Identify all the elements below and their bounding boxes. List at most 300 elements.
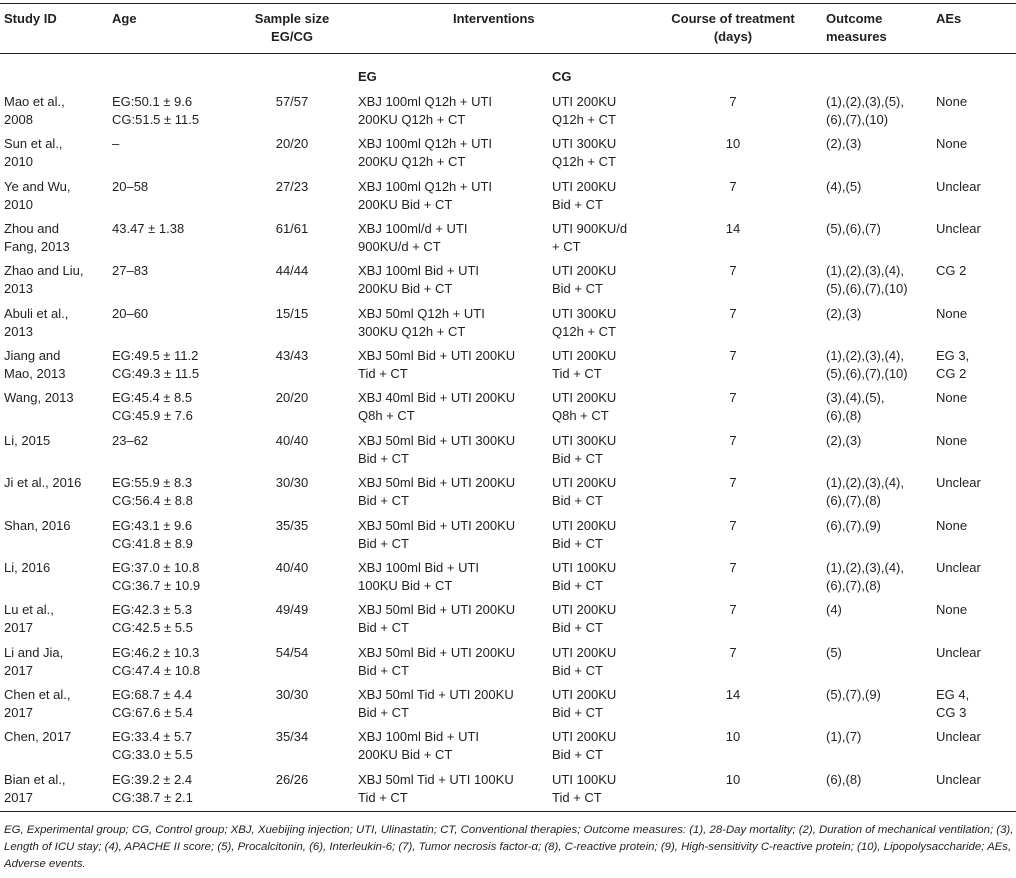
cell-study-line: 2008 xyxy=(4,112,33,127)
cell-outcome-line: (6),(7),(8) xyxy=(826,493,881,508)
cell-age-line: 23–62 xyxy=(112,433,149,448)
header-sample-size-line1: Sample size xyxy=(254,11,330,26)
cell-eg-line: 900KU/d + CT xyxy=(358,239,441,254)
cell-outcome-line: (6),(8) xyxy=(826,408,862,423)
cell-age-line: EG:46.2 ± 10.3 xyxy=(112,645,200,660)
cell-study-line: 2017 xyxy=(4,663,33,678)
cell-course: 7 xyxy=(729,433,737,448)
cell-cg-line: UTI 200KU xyxy=(552,602,617,617)
cell-aes xyxy=(936,728,1014,746)
cell-course: 7 xyxy=(729,263,737,278)
cell-aes-line: None xyxy=(936,433,968,448)
cell-outcome xyxy=(826,559,934,595)
cell-study-line: 2017 xyxy=(4,790,33,805)
cell-outcome xyxy=(826,93,934,129)
cell-study-line: Jiang and xyxy=(4,348,61,363)
cell-cg-line: Bid + CT xyxy=(552,281,603,296)
cell-study xyxy=(4,347,104,383)
cell-aes xyxy=(936,601,1014,619)
cell-course: 14 xyxy=(725,687,741,702)
cell-age xyxy=(112,432,232,450)
cell-study xyxy=(4,432,104,450)
header-course-line2: (days) xyxy=(713,29,753,44)
cell-eg-line: XBJ 50ml Bid + UTI 300KU xyxy=(358,433,516,448)
cell-cg-line: Bid + CT xyxy=(552,747,603,762)
subheader-cg: CG xyxy=(552,69,572,84)
cell-aes xyxy=(936,389,1014,407)
cell-eg xyxy=(358,474,548,510)
cell-cg-line: Bid + CT xyxy=(552,663,603,678)
cell-study xyxy=(4,474,104,492)
cell-cg-line: UTI 200KU xyxy=(552,348,617,363)
cell-outcome xyxy=(826,305,934,323)
cell-age-line: 20–60 xyxy=(112,306,149,321)
cell-aes xyxy=(936,305,1014,323)
table-top-rule xyxy=(0,3,1016,4)
cell-sample: 26/26 xyxy=(275,772,309,787)
cell-study-line: Mao, 2013 xyxy=(4,366,66,381)
cell-eg-line: XBJ 100ml Q12h + UTI xyxy=(358,179,493,194)
cell-course: 7 xyxy=(729,348,737,363)
cell-eg-line: 200KU Q12h + CT xyxy=(358,154,466,169)
cell-cg xyxy=(552,178,660,214)
cell-eg-line: Bid + CT xyxy=(358,536,409,551)
cell-course: 7 xyxy=(729,602,737,617)
cell-aes xyxy=(936,686,1014,722)
cell-age xyxy=(112,220,232,238)
cell-outcome-line: (4) xyxy=(826,602,842,617)
cell-outcome-line: (5),(6),(7),(10) xyxy=(826,366,908,381)
header-course-line1: Course of treatment xyxy=(671,11,795,26)
cell-cg xyxy=(552,220,660,256)
cell-course: 10 xyxy=(725,136,741,151)
cell-course: 10 xyxy=(725,729,741,744)
header-course xyxy=(660,10,806,46)
cell-aes-line: EG 4, xyxy=(936,687,970,702)
cell-cg-line: Bid + CT xyxy=(552,705,603,720)
cell-age-line: EG:55.9 ± 8.3 xyxy=(112,475,193,490)
cell-outcome-line: (2),(3) xyxy=(826,306,862,321)
cell-study xyxy=(4,601,104,637)
cell-age-line: EG:45.4 ± 8.5 xyxy=(112,390,193,405)
cell-cg-line: UTI 200KU xyxy=(552,179,617,194)
cell-sample: 30/30 xyxy=(275,687,309,702)
cell-eg-line: Bid + CT xyxy=(358,493,409,508)
cell-aes xyxy=(936,517,1014,535)
cell-age-line: CG:45.9 ± 7.6 xyxy=(112,408,193,423)
cell-eg xyxy=(358,347,548,383)
cell-study-line: Ji et al., 2016 xyxy=(4,475,82,490)
cell-study-line: Chen, 2017 xyxy=(4,729,72,744)
table-footnote: EG, Experimental group; CG, Control group; XBJ, Xuebijing injection; UTI, Ulinastatin; CT, Conventional therapies; Outcome measures: (1), 28-Day mortality; (2), Duration of mechanical ventilation; (3), Length of ICU stay; (4), APACHE II score; (5), Procalcitonin, (6), Interleukin-6; (7), Tumor necrosis factor-α; (8), C-reactive protein; (9), High-sensitivity C-reactive protein; (10), Lipopolysaccharide; AEs, Adverse events. xyxy=(4,824,1014,870)
cell-eg xyxy=(358,305,548,341)
cell-study xyxy=(4,389,104,407)
cell-cg xyxy=(552,728,660,764)
cell-age-line: CG:51.5 ± 11.5 xyxy=(112,112,200,127)
cell-eg xyxy=(358,686,548,722)
cell-eg-line: XBJ 50ml Bid + UTI 200KU xyxy=(358,602,516,617)
cell-outcome-line: (3),(4),(5), xyxy=(826,390,885,405)
cell-outcome-line: (4),(5) xyxy=(826,179,862,194)
cell-cg xyxy=(552,347,660,383)
cell-eg xyxy=(358,601,548,637)
cell-cg xyxy=(552,432,660,468)
cell-eg-line: XBJ 100ml Q12h + UTI xyxy=(358,94,493,109)
cell-outcome xyxy=(826,178,934,196)
cell-eg-line: Bid + CT xyxy=(358,620,409,635)
table-bottom-rule xyxy=(0,811,1016,812)
cell-eg-line: 200KU Q12h + CT xyxy=(358,112,466,127)
cell-cg-line: Q12h + CT xyxy=(552,112,616,127)
cell-eg-line: Bid + CT xyxy=(358,451,409,466)
cell-course: 7 xyxy=(729,645,737,660)
cell-study xyxy=(4,559,104,577)
cell-eg xyxy=(358,559,548,595)
cell-study xyxy=(4,686,104,722)
cell-study xyxy=(4,178,104,214)
cell-outcome-line: (1),(2),(3),(4), xyxy=(826,560,904,575)
cell-eg-line: XBJ 50ml Q12h + UTI xyxy=(358,306,485,321)
cell-sample: 30/30 xyxy=(275,475,309,490)
cell-cg-line: UTI 900KU/d xyxy=(552,221,628,236)
cell-aes-line: Unclear xyxy=(936,772,981,787)
cell-sample: 15/15 xyxy=(275,306,309,321)
cell-aes-line: Unclear xyxy=(936,475,981,490)
cell-aes xyxy=(936,262,1014,280)
cell-aes-line: None xyxy=(936,136,968,151)
cell-outcome xyxy=(826,135,934,153)
cell-outcome-line: (1),(2),(3),(4), xyxy=(826,475,904,490)
cell-age-line: EG:39.2 ± 2.4 xyxy=(112,772,193,787)
cell-age-line: 27–83 xyxy=(112,263,149,278)
cell-study-line: 2010 xyxy=(4,197,33,212)
cell-eg-line: Bid + CT xyxy=(358,663,409,678)
cell-sample: 57/57 xyxy=(275,94,309,109)
cell-cg-line: Tid + CT xyxy=(552,790,602,805)
cell-cg-line: Bid + CT xyxy=(552,536,603,551)
cell-study-line: Zhou and xyxy=(4,221,59,236)
cell-cg-line: UTI 200KU xyxy=(552,687,617,702)
cell-outcome xyxy=(826,686,934,704)
cell-aes xyxy=(936,474,1014,492)
header-aes: AEs xyxy=(936,11,962,26)
cell-age xyxy=(112,517,232,553)
cell-outcome-line: (6),(7),(9) xyxy=(826,518,881,533)
cell-outcome xyxy=(826,432,934,450)
cell-study xyxy=(4,728,104,746)
cell-study-line: Shan, 2016 xyxy=(4,518,71,533)
cell-sample: 35/34 xyxy=(275,729,309,744)
cell-aes-line: CG 2 xyxy=(936,263,967,278)
cell-outcome xyxy=(826,644,934,662)
cell-cg xyxy=(552,517,660,553)
cell-age xyxy=(112,644,232,680)
cell-age xyxy=(112,305,232,323)
cell-age xyxy=(112,262,232,280)
header-interventions: Interventions xyxy=(453,11,535,26)
cell-study-line: Sun et al., xyxy=(4,136,63,151)
cell-cg xyxy=(552,135,660,171)
cell-cg-line: Q8h + CT xyxy=(552,408,609,423)
cell-cg-line: UTI 300KU xyxy=(552,136,617,151)
cell-cg xyxy=(552,644,660,680)
cell-cg-line: Bid + CT xyxy=(552,451,603,466)
cell-outcome-line: (5),(7),(9) xyxy=(826,687,881,702)
cell-cg-line: Q12h + CT xyxy=(552,154,616,169)
cell-eg xyxy=(358,135,548,171)
cell-eg-line: 200KU Bid + CT xyxy=(358,197,453,212)
cell-eg-line: XBJ 50ml Bid + UTI 200KU xyxy=(358,348,516,363)
cell-course: 7 xyxy=(729,475,737,490)
cell-age xyxy=(112,347,232,383)
cell-outcome xyxy=(826,474,934,510)
cell-cg-line: UTI 100KU xyxy=(552,772,617,787)
cell-cg xyxy=(552,601,660,637)
cell-outcome xyxy=(826,262,934,298)
cell-aes xyxy=(936,432,1014,450)
cell-eg-line: 200KU Bid + CT xyxy=(358,281,453,296)
cell-study-line: Chen et al., xyxy=(4,687,71,702)
cell-cg xyxy=(552,559,660,595)
cell-aes xyxy=(936,135,1014,153)
cell-outcome-line: (6),(8) xyxy=(826,772,862,787)
cell-sample: 43/43 xyxy=(275,348,309,363)
cell-eg-line: XBJ 50ml Tid + UTI 200KU xyxy=(358,687,514,702)
cell-study-line: Wang, 2013 xyxy=(4,390,74,405)
cell-aes xyxy=(936,644,1014,662)
cell-cg-line: UTI 200KU xyxy=(552,475,617,490)
cell-age-line: – xyxy=(112,136,120,151)
cell-sample: 27/23 xyxy=(275,179,309,194)
cell-course: 14 xyxy=(725,221,741,236)
cell-age-line: EG:43.1 ± 9.6 xyxy=(112,518,193,533)
cell-outcome-line: (1),(2),(3),(4), xyxy=(826,348,904,363)
cell-aes xyxy=(936,771,1014,789)
header-rule xyxy=(0,53,1016,54)
cell-study xyxy=(4,262,104,298)
cell-study-line: 2013 xyxy=(4,324,33,339)
cell-outcome xyxy=(826,347,934,383)
cell-age xyxy=(112,771,232,807)
cell-aes xyxy=(936,220,1014,238)
cell-age xyxy=(112,728,232,764)
cell-outcome xyxy=(826,728,934,746)
cell-aes xyxy=(936,559,1014,577)
cell-age-line: CG:38.7 ± 2.1 xyxy=(112,790,193,805)
cell-sample: 54/54 xyxy=(275,645,309,660)
cell-aes-line: CG 2 xyxy=(936,366,967,381)
cell-age-line: 20–58 xyxy=(112,179,149,194)
cell-sample: 20/20 xyxy=(275,390,309,405)
cell-cg-line: Bid + CT xyxy=(552,578,603,593)
cell-age-line: CG:47.4 ± 10.8 xyxy=(112,663,201,678)
cell-sample: 40/40 xyxy=(275,433,309,448)
cell-aes-line: EG 3, xyxy=(936,348,970,363)
cell-outcome-line: (6),(7),(8) xyxy=(826,578,881,593)
cell-age-line: CG:56.4 ± 8.8 xyxy=(112,493,193,508)
cell-age xyxy=(112,559,232,595)
cell-eg-line: XBJ 100ml Bid + UTI xyxy=(358,729,480,744)
cell-eg xyxy=(358,728,548,764)
cell-outcome-line: (5),(6),(7) xyxy=(826,221,881,236)
cell-study xyxy=(4,644,104,680)
header-outcome-line1: Outcome xyxy=(826,11,883,26)
cell-course: 10 xyxy=(725,772,741,787)
cell-outcome-line: (5) xyxy=(826,645,842,660)
cell-cg-line: UTI 200KU xyxy=(552,263,617,278)
cell-age-line: EG:68.7 ± 4.4 xyxy=(112,687,193,702)
cell-aes-line: Unclear xyxy=(936,645,981,660)
cell-age-line: EG:49.5 ± 11.2 xyxy=(112,348,199,363)
cell-age-line: CG:41.8 ± 8.9 xyxy=(112,536,193,551)
cell-eg xyxy=(358,262,548,298)
cell-study-line: Ye and Wu, xyxy=(4,179,71,194)
cell-study xyxy=(4,93,104,129)
cell-age-line: CG:42.5 ± 5.5 xyxy=(112,620,193,635)
cell-outcome xyxy=(826,601,934,619)
cell-age xyxy=(112,178,232,196)
cell-eg-line: 300KU Q12h + CT xyxy=(358,324,466,339)
cell-aes xyxy=(936,93,1014,111)
cell-age-line: CG:67.6 ± 5.4 xyxy=(112,705,193,720)
header-study-id: Study ID xyxy=(4,11,57,26)
cell-cg xyxy=(552,771,660,807)
cell-eg-line: XBJ 100ml Q12h + UTI xyxy=(358,136,493,151)
cell-cg xyxy=(552,305,660,341)
cell-sample: 61/61 xyxy=(275,221,309,236)
cell-study-line: Li, 2016 xyxy=(4,560,51,575)
cell-eg-line: XBJ 100ml/d + UTI xyxy=(358,221,468,236)
cell-course: 7 xyxy=(729,560,737,575)
cell-cg-line: + CT xyxy=(552,239,581,254)
cell-outcome-line: (2),(3) xyxy=(826,433,862,448)
cell-study-line: Fang, 2013 xyxy=(4,239,70,254)
header-outcome-line2: measures xyxy=(826,29,887,44)
cell-aes-line: CG 3 xyxy=(936,705,967,720)
cell-study-line: 2010 xyxy=(4,154,33,169)
cell-study-line: Mao et al., xyxy=(4,94,65,109)
cell-age xyxy=(112,93,232,129)
cell-age-line: EG:33.4 ± 5.7 xyxy=(112,729,193,744)
cell-cg-line: Bid + CT xyxy=(552,620,603,635)
subheader-eg: EG xyxy=(358,69,377,84)
cell-aes xyxy=(936,347,1014,383)
cell-study-line: Zhao and Liu, xyxy=(4,263,84,278)
cell-sample: 35/35 xyxy=(275,518,309,533)
cell-sample: 20/20 xyxy=(275,136,309,151)
cell-age xyxy=(112,389,232,425)
cell-cg-line: UTI 200KU xyxy=(552,729,617,744)
cell-course: 7 xyxy=(729,390,737,405)
cell-eg-line: 200KU Bid + CT xyxy=(358,747,453,762)
cell-eg-line: XBJ 40ml Bid + UTI 200KU xyxy=(358,390,516,405)
cell-eg-line: XBJ 50ml Bid + UTI 200KU xyxy=(358,518,516,533)
cell-eg-line: XBJ 50ml Tid + UTI 100KU xyxy=(358,772,514,787)
cell-cg xyxy=(552,389,660,425)
cell-course: 7 xyxy=(729,306,737,321)
cell-age-line: CG:33.0 ± 5.5 xyxy=(112,747,193,762)
cell-outcome-line: (5),(6),(7),(10) xyxy=(826,281,908,296)
cell-cg-line: UTI 200KU xyxy=(552,518,617,533)
cell-cg xyxy=(552,474,660,510)
cell-sample: 49/49 xyxy=(275,602,309,617)
cell-aes-line: None xyxy=(936,390,968,405)
cell-cg-line: UTI 200KU xyxy=(552,94,617,109)
header-age: Age xyxy=(112,11,137,26)
cell-aes-line: Unclear xyxy=(936,179,981,194)
cell-eg-line: 100KU Bid + CT xyxy=(358,578,453,593)
cell-aes-line: None xyxy=(936,518,968,533)
cell-aes-line: Unclear xyxy=(936,221,981,236)
cell-cg xyxy=(552,93,660,129)
cell-eg xyxy=(358,178,548,214)
cell-age-line: 43.47 ± 1.38 xyxy=(112,221,185,236)
cell-outcome-line: (2),(3) xyxy=(826,136,862,151)
cell-study-line: 2013 xyxy=(4,281,33,296)
cell-study-line: Li and Jia, xyxy=(4,645,64,660)
cell-course: 7 xyxy=(729,518,737,533)
cell-age xyxy=(112,135,232,153)
cell-eg xyxy=(358,644,548,680)
cell-cg-line: UTI 100KU xyxy=(552,560,617,575)
cell-cg-line: UTI 300KU xyxy=(552,306,617,321)
cell-outcome xyxy=(826,771,934,789)
cell-cg-line: UTI 200KU xyxy=(552,390,617,405)
cell-age-line: CG:36.7 ± 10.9 xyxy=(112,578,201,593)
cell-eg xyxy=(358,93,548,129)
cell-eg-line: XBJ 100ml Bid + UTI xyxy=(358,560,480,575)
cell-outcome-line: (1),(7) xyxy=(826,729,862,744)
cell-eg xyxy=(358,771,548,807)
cell-age xyxy=(112,686,232,722)
cell-study-line: 2017 xyxy=(4,620,33,635)
cell-study xyxy=(4,220,104,256)
cell-sample: 44/44 xyxy=(275,263,309,278)
cell-outcome xyxy=(826,389,934,425)
cell-age-line: CG:49.3 ± 11.5 xyxy=(112,366,200,381)
cell-eg xyxy=(358,389,548,425)
cell-sample: 40/40 xyxy=(275,560,309,575)
cell-aes-line: None xyxy=(936,94,968,109)
cell-cg-line: Bid + CT xyxy=(552,493,603,508)
cell-aes-line: None xyxy=(936,306,968,321)
cell-aes xyxy=(936,178,1014,196)
cell-age-line: EG:42.3 ± 5.3 xyxy=(112,602,193,617)
cell-outcome-line: (6),(7),(10) xyxy=(826,112,889,127)
cell-eg-line: XBJ 100ml Bid + UTI xyxy=(358,263,480,278)
cell-eg-line: Q8h + CT xyxy=(358,408,415,423)
cell-cg-line: Bid + CT xyxy=(552,197,603,212)
cell-eg xyxy=(358,517,548,553)
cell-eg-line: Tid + CT xyxy=(358,366,408,381)
cell-outcome-line: (1),(2),(3),(4), xyxy=(826,263,904,278)
cell-cg-line: Tid + CT xyxy=(552,366,602,381)
cell-cg-line: Q12h + CT xyxy=(552,324,616,339)
cell-study-line: Li, 2015 xyxy=(4,433,51,448)
cell-study-line: Bian et al., xyxy=(4,772,66,787)
cell-outcome xyxy=(826,517,934,535)
cell-outcome xyxy=(826,220,934,238)
header-sample-size-line2: EG/CG xyxy=(271,29,313,44)
cell-cg-line: UTI 300KU xyxy=(552,433,617,448)
cell-eg-line: Bid + CT xyxy=(358,705,409,720)
header-sample-size xyxy=(232,10,352,46)
cell-cg xyxy=(552,686,660,722)
cell-eg xyxy=(358,432,548,468)
cell-cg-line: UTI 200KU xyxy=(552,645,617,660)
cell-eg-line: XBJ 50ml Bid + UTI 200KU xyxy=(358,645,516,660)
cell-study-line: Abuli et al., xyxy=(4,306,69,321)
